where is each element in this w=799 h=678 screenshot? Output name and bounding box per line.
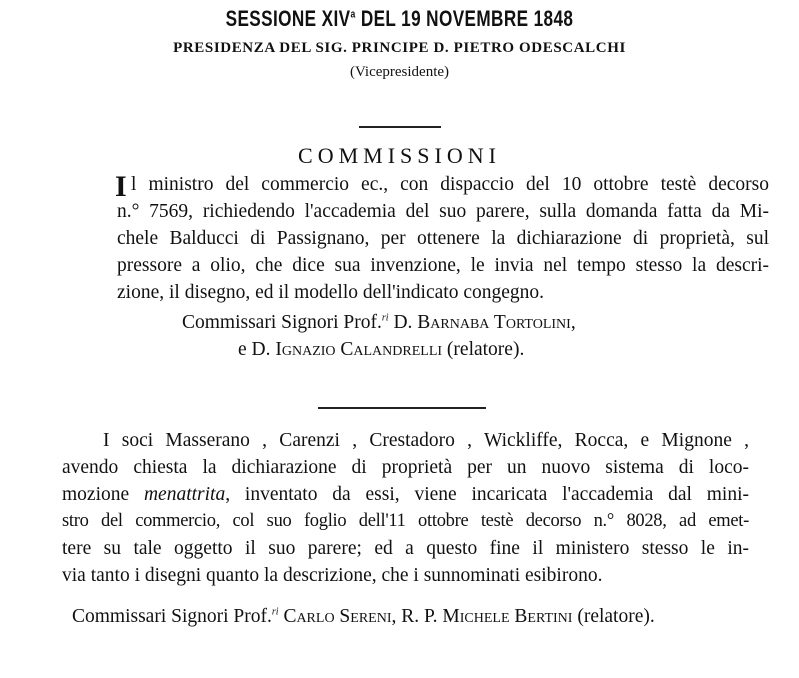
- paragraph-line: l ministro del commercio ec., con dispaccio del 10 ottobre testè decorso: [131, 174, 769, 195]
- paragraph-line: I soci Masserano , Carenzi , Crestadoro , Wickliffe, Rocca, e Mignone ,: [103, 430, 749, 451]
- paragraph-line: n.° 7569, richiedendo l'accademia del suo parere, sulla domanda fatta da Mi-: [117, 201, 769, 222]
- paragraph-line: avendo chiesta la dichiarazione di proprietà per un nuovo sistema di loco-: [62, 457, 749, 478]
- paragraph-line: tere su tale oggetto il suo parere; ed a questo fine il ministero stesso le in-: [62, 538, 749, 559]
- paragraph-line: pressore a olio, che dice sua invenzione, le invia nel tempo stesso la descri-: [117, 255, 769, 276]
- paragraph-line: zione, il disegno, ed il modello dell'indicato congegno.: [117, 282, 545, 303]
- paragraph-line: mozione menattrita, inventato da essi, viene incaricata l'accademia dal mini-: [62, 484, 749, 505]
- paragraph-line: via tanto i disegni quanto la descrizione, che i sunnominati esibirono.: [62, 565, 603, 586]
- session-title: SESSIONE XIV$^a$ DEL 19 NOVEMBRE 1848: [225, 6, 574, 31]
- divider: [318, 407, 486, 409]
- paragraph-line: stro del commercio, col suo foglio dell'11 ottobre testè decorso n.° 8028, ad emet-: [62, 511, 749, 531]
- drop-cap: I: [115, 170, 127, 203]
- divider: [359, 126, 441, 128]
- presidency-line: PRESIDENZA DEL SIG. PRINCIPE D. PIETRO ODESCALCHI: [173, 40, 626, 56]
- section-heading: COMMISSIONI: [298, 143, 501, 168]
- commissioners-line: e D. Ignazio Calandrelli (relatore).: [238, 339, 525, 360]
- commissioners-line: Commissari Signori Prof.$^{ri}$ D. Barnaba Tortolini,: [182, 312, 576, 333]
- commissioners-line: Commissari Signori Prof.$^{ri}$ Carlo Sereni, R. P. Michele Bertini (relatore).: [72, 606, 655, 627]
- paragraph-line: chele Balducci di Passignano, per ottenere la dichiarazione di proprietà, sul: [117, 228, 769, 249]
- role-line: (Vicepresidente): [349, 64, 450, 80]
